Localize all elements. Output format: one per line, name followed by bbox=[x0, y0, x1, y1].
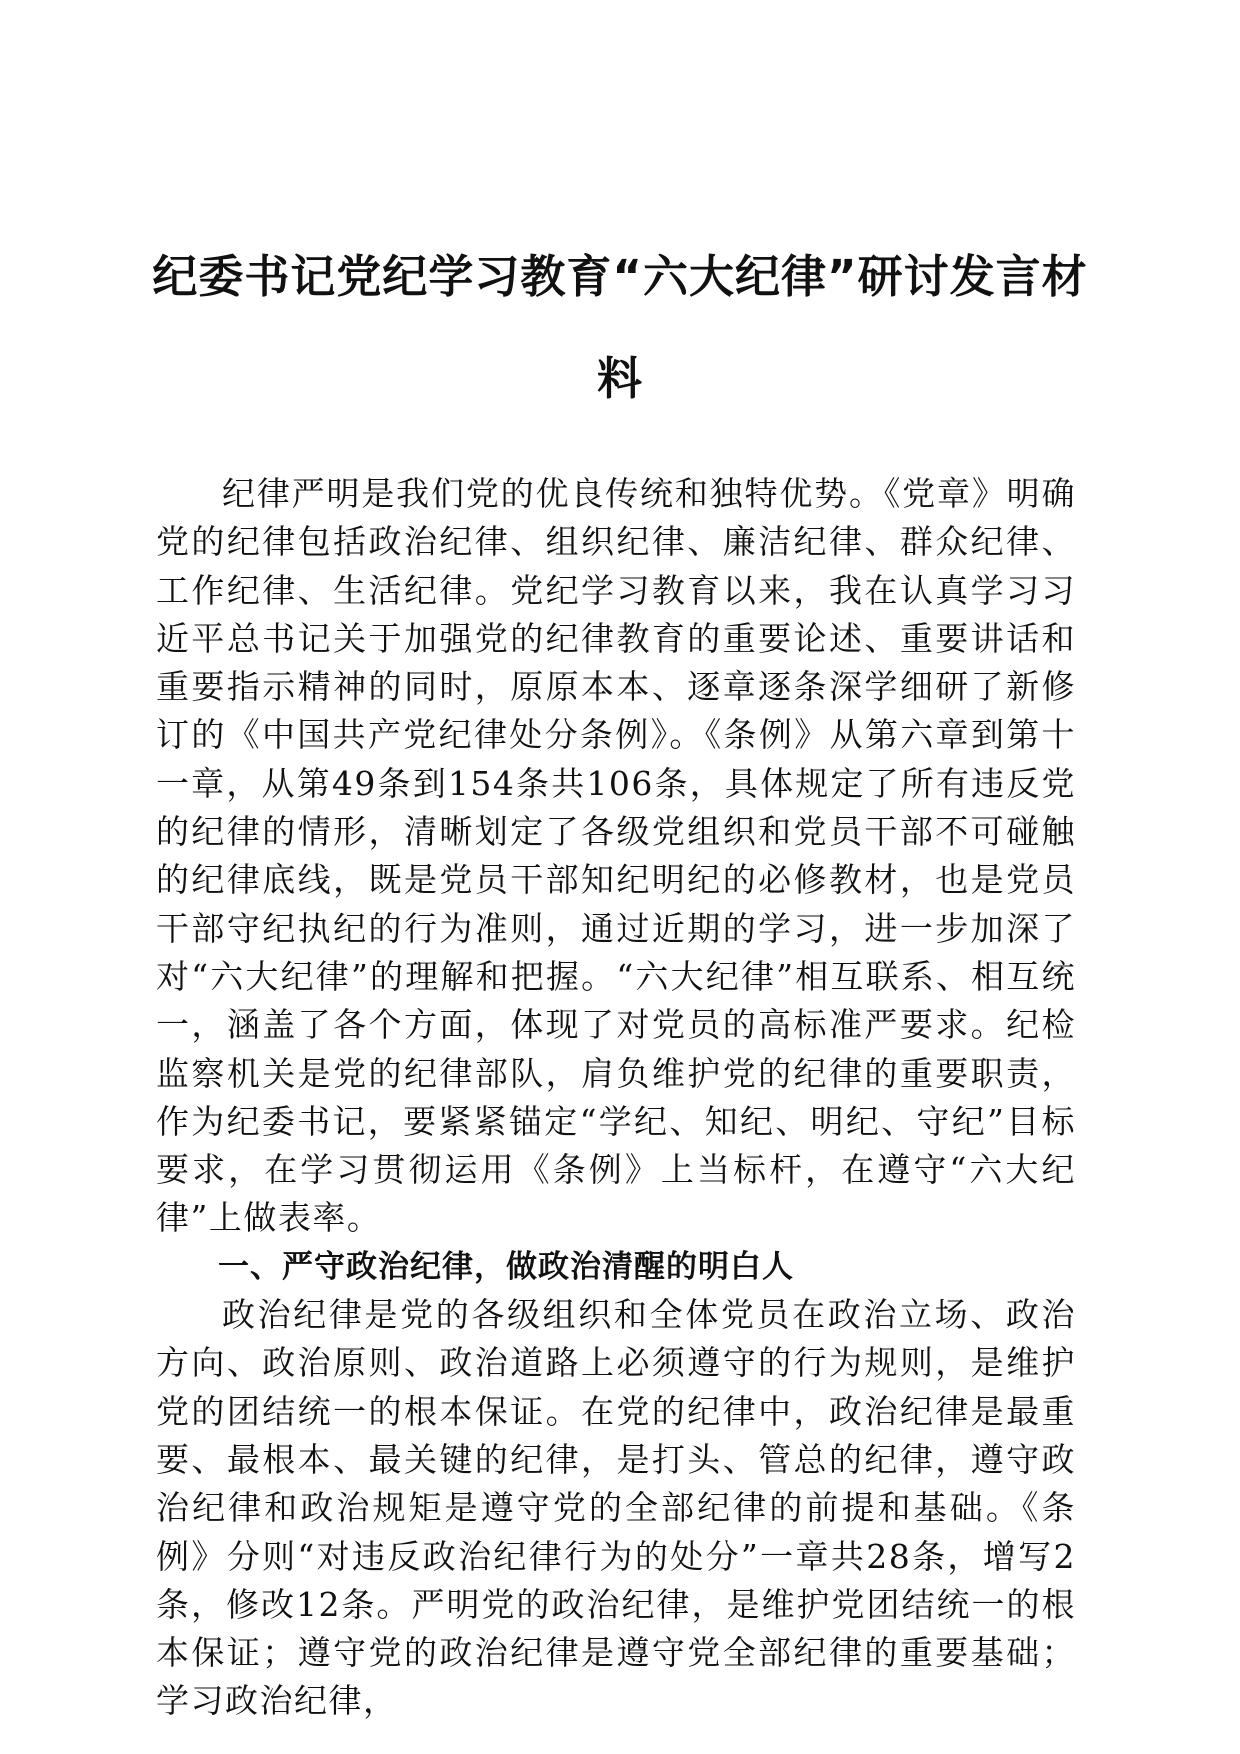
section-paragraph: 政治纪律是党的各级组织和全体党员在政治立场、政治方向、政治原则、政治道路上必须遵守的行为规则，是维护党的团结统一的根本保证。在党的纪律中，政治纪律是最重要、最根本、最关键的纪律，是打头、管总的纪律，遵守政治纪律和政治规矩是遵守党的全部纪律的前提和基础。《条例》分则“对违反政治纪律行为的处分”一章共28条，增写2条，修改12条。严明党的政治纪律，是维护党团结统一的根本保证；遵守党的政治纪律是遵守党全部纪律的重要基础；学习政治纪律， bbox=[156, 1295, 1076, 1721]
document-body bbox=[156, 470, 1076, 1726]
document-title: 纪委书记党纪学习教育“六大纪律”研讨发言材料 bbox=[152, 250, 1088, 405]
section-heading: 一、严守政治纪律，做政治清醒的明白人 bbox=[218, 1248, 794, 1285]
intro-paragraph: 纪律严明是我们党的优良传统和独特优势。《党章》明确党的纪律包括政治纪律、组织纪律、廉洁纪律、群众纪律、工作纪律、生活纪律。党纪学习教育以来，我在认真学习习近平总书记关于加强党的纪律教育的重要论述、重要讲话和重要指示精神的同时，原原本本、逐章逐条深学细研了新修订的《中国共产党纪律处分条例》。《条例》从第六章到第十一章，从第49条到154条共106条，具体规定了所有违反党的纪律的情形，清晰划定了各级党组织和党员干部不可碰触的纪律底线，既是党员干部知纪明纪的必修教材，也是党员干部守纪执纪的行为准则，通过近期的学习，进一步加深了对“六大纪律”的理解和把握。“六大纪律”相互联系、相互统一，涵盖了各个方面，体现了对党员的高标准严要求。纪检监察机关是党的纪律部队，肩负维护党的纪律的重要职责，作为纪委书记，要紧紧锚定“学纪、知纪、明纪、守纪”目标要求，在学习贯彻运用《条例》上当标杆，在遵守“六大纪律”上做表率。 bbox=[156, 474, 1076, 1238]
